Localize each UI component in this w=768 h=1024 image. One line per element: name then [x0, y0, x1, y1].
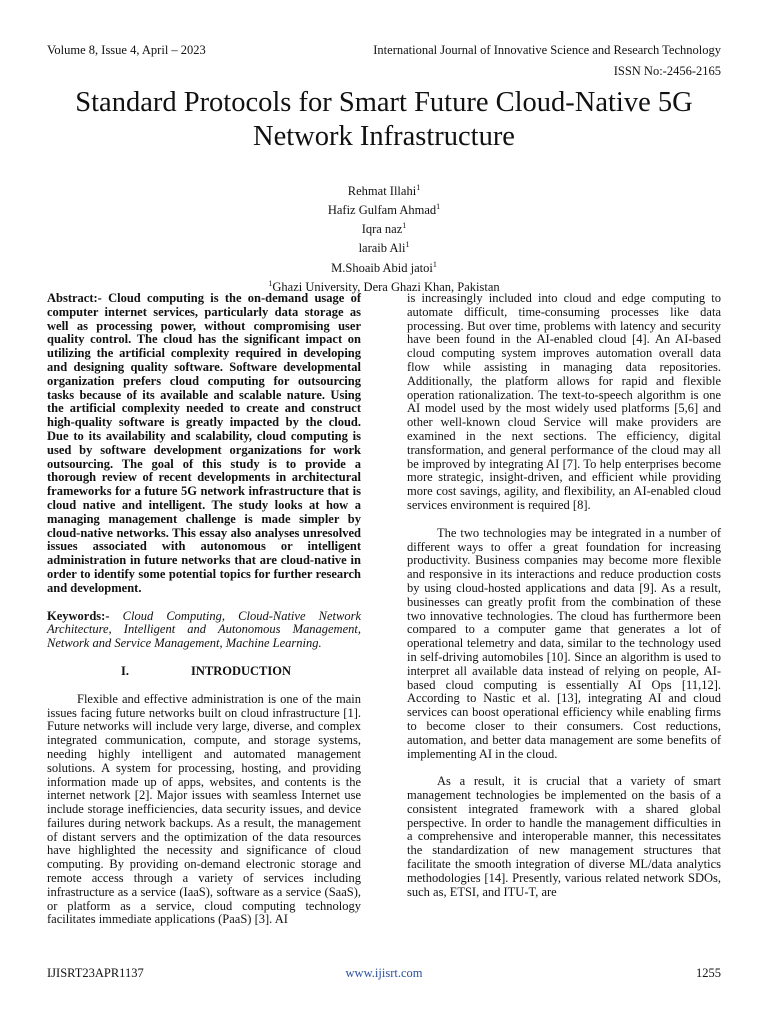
author: M.Shoaib Abid jatoi$^1$: [331, 259, 437, 275]
author: Rehmat Illahi$^1$: [347, 183, 421, 199]
author: laraib Ali$^1$: [358, 240, 410, 256]
left-column: [47, 292, 361, 927]
intro-paragraph: Flexible and effective administration is one of the main issues facing future networks built on cloud infrastructure [1]. Future networks will include very large, diverse, and complex integrated communication, compute, and storage systems, needing highly intelligent and automated management solutions. A system for processing, hosting, and providing information made up of apps, websites, and contents is the internet network [2]. Major issues with seamless Internet use include storage inefficiencies, data security issues, and device failures during network backups. As a result, the management of distant servers and the optimization of the data resources have highlighted the necessity and significance of cloud computing. By providing on-demand electronic storage and remote access through a variety of services including infrastructure as a service (IaaS), software as a service (SaaS), or platform as a service, cloud computing technology facilitates immediate applications (PaaS) [3]. AI: [47, 691, 361, 927]
author: Iqra naz$^1$: [361, 221, 407, 237]
body-paragraph: is increasingly included into cloud and edge computing to automate difficult, time-consuming processes like data processing. But over time, problems with latency and security have been found in the AI-enabled cloud [4]. An AI-based cloud computing system improves automation overall data flow while assisting in managing data repositories. Additionally, the platform allows for rapid and flexible operation rationalization. The text-to-speech algorithm is one AI model used by the most widely used platforms [5,6] and other well-known cloud Service will make providers are examined in the next sections. The efficiency, digital transformation, and general performance of the cloud may all be improved by integrating AI [7]. To help enterprises become more strategic, insight-driven, and efficient while providing more cost savings, agility, and flexibility, an AI-enabled cloud services environment is required [8].: [407, 291, 721, 512]
issn: ISSN No:-2456-2165: [613, 64, 721, 78]
volume-issue: Volume 8, Issue 4, April – 2023: [47, 43, 206, 57]
paper-id: IJISRT23APR1137: [47, 966, 144, 980]
affiliation: $^1$Ghazi University, Dera Ghazi Khan, Pakistan: [268, 278, 500, 294]
section-heading: [47, 665, 361, 679]
abstract: Abstract:- Cloud computing is the on-demand usage of computer internet services, particularly data storage as well as processing power, without compromising user quality control. The cloud has the significant impact on utilizing the artificial complexity required in developing and designing quality software. Software developmental organization prefers cloud computing for outsourcing tasks because of its available and scalable nature. Using the artificial complexity needed to create and construct high-quality software is greatly impacted by the cloud. Due to its availability and scalability, cloud computing is used by software development organizations for work outsourcing. The goal of this study is to provide a thorough review of recent developments in architectural frameworks for a future 5G network infrastructure that is cloud native and intelligent. The study looks at how a managing management challenge is made simpler by cloud-native networks. This essay also analyses unresolved issues associated with autonomous or intelligent administration in future networks that are cloud-native in order to identify some potential topics for further research and development.: [47, 291, 361, 595]
author-block: [184, 180, 584, 295]
right-column: [407, 292, 721, 899]
body-paragraph: The two technologies may be integrated in a number of different ways to offer a great foundation for increasing productivity. Business companies may become more flexible and responsive in its interactions and reduce production costs by using cloud-hosted applications and data [9]. As a result, businesses can greatly profit from the combination of these two innovative technologies. The cloud has furthermore been compared to a computer game that generates a lot of operational telemetry and data, similar to the technology used in self-driving automobiles [10]. Since an algorithm is used to interpret all available data instead of relying on people, AI-based cloud computing is essentially AI Ops [11,12]. According to Nastic et al. [13], integrating AI and cloud services can boost operational efficiency while enabling firms to become closer to their consumers. Cost reductions, automation, and better data management are some benefits of implementing AI in the cloud.: [407, 525, 721, 761]
body-paragraph: As a result, it is crucial that a variety of smart management technologies be implemented on the basis of a consistent integrated framework with a shared global perspective. In order to handle the management difficulties in a comprehensive and interoperable manner, this necessitates the standardization of new management structures that facilitate the smooth integration of diverse ML/data analytics methodologies [14]. Presently, various related network SDOs, such as, ETSI, and ITU-T, are: [407, 774, 721, 899]
section-title: INTRODUCTION: [191, 663, 292, 678]
journal-url[interactable]: www.ijisrt.com: [345, 966, 423, 980]
page-number: 1255: [696, 966, 721, 980]
title-line-1: Standard Protocols for Smart Future Cloud-Native 5G: [75, 87, 693, 118]
journal-name: International Journal of Innovative Science and Research Technology: [373, 43, 721, 57]
section-number: I.: [121, 663, 129, 678]
title-line-2: Network Infrastructure: [253, 121, 515, 152]
author: Hafiz Gulfam Ahmad$^1$: [327, 202, 441, 218]
keywords: Keywords:- Cloud Computing, Cloud-Native Network Architecture, Intelligent and Autonomous Management, Network and Service Management, Machine Learning.: [47, 608, 361, 651]
paper-title: [40, 86, 728, 154]
